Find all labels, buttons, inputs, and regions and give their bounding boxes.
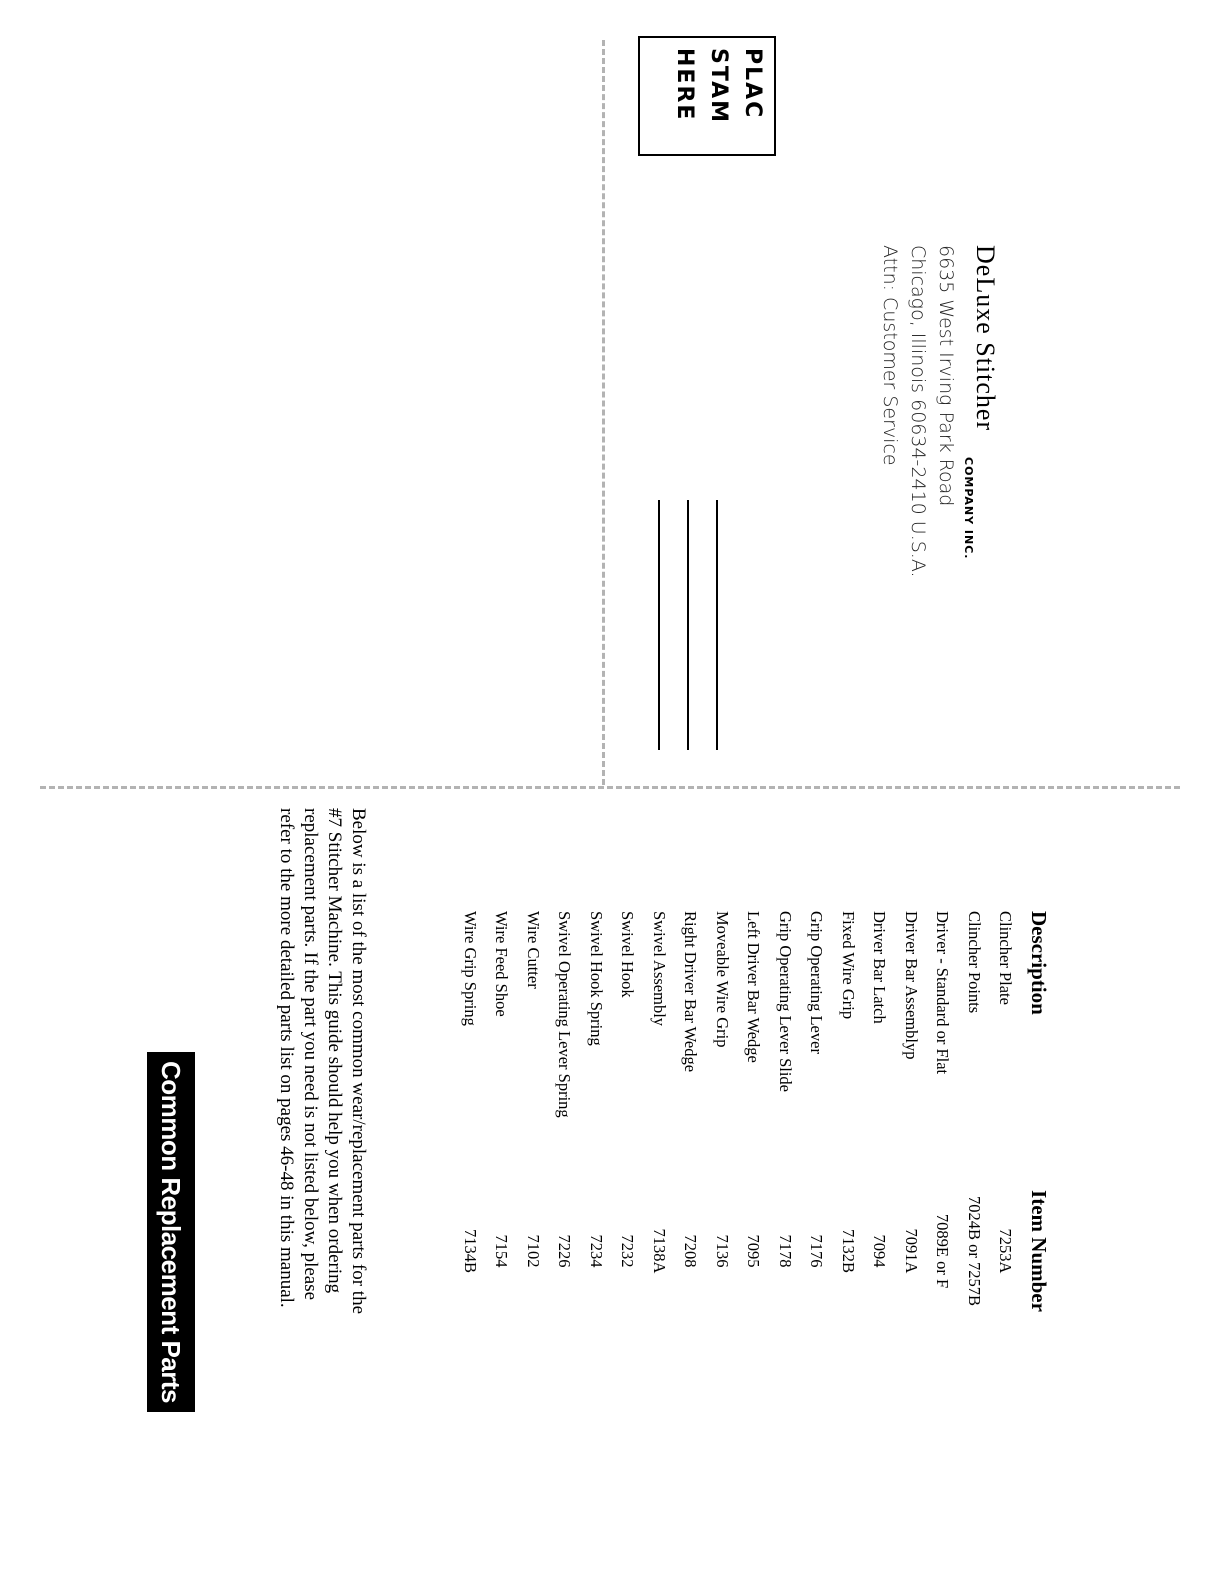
table-row [832, 911, 864, 1341]
fold-line-horizontal [40, 786, 1180, 789]
part-item-number: 7136 [712, 1234, 732, 1268]
part-item-number: 7232 [618, 1234, 638, 1268]
part-description: Swivel Operating Lever Spring [555, 911, 575, 1118]
table-row [895, 911, 927, 1341]
table-row [958, 911, 990, 1341]
return-address [870, 245, 1000, 605]
stamp-line: HERE [672, 48, 697, 122]
stamp-line: STAM [706, 48, 731, 125]
stamp-box [638, 36, 776, 156]
part-description: Wire Cutter [523, 911, 543, 989]
part-description: Swivel Hook Spring [586, 911, 606, 1046]
section-header [147, 1052, 195, 1412]
parts-table [447, 911, 1057, 1341]
part-item-number: 7253A [996, 1228, 1016, 1274]
part-description: Moveable Wire Grip [712, 911, 732, 1048]
column-header-description: Description [1027, 911, 1052, 1015]
part-item-number: 7094 [870, 1234, 890, 1268]
table-row [517, 911, 549, 1341]
part-item-number: 7095 [744, 1234, 764, 1268]
part-item-number: 7134B [460, 1228, 480, 1273]
part-item-number: 7024B or 7257B [964, 1195, 984, 1306]
table-row [706, 911, 738, 1341]
fold-line-vertical [602, 40, 605, 785]
part-description: Grip Operating Lever [807, 911, 827, 1054]
address-street: 6635 West Irving Park Road [935, 245, 957, 507]
part-item-number: 7226 [555, 1234, 575, 1268]
part-item-number: 7154 [492, 1234, 512, 1268]
part-description: Driver Bar Assemblyp [901, 911, 921, 1060]
part-description: Driver - Standard or Flat [933, 911, 953, 1075]
part-description: Swivel Hook [618, 911, 638, 998]
table-row [769, 911, 801, 1341]
page-title: Common Replacement Parts [156, 1061, 187, 1403]
part-item-number: 7176 [807, 1234, 827, 1268]
table-body [454, 911, 1021, 1341]
address-line [658, 500, 660, 750]
part-item-number: 7208 [681, 1234, 701, 1268]
part-item-number: 7102 [523, 1234, 543, 1268]
company-suffix: COMPANY INC. [962, 457, 975, 560]
table-row [801, 911, 833, 1341]
part-description: Clincher Plate [996, 911, 1016, 1005]
part-description: Wire Grip Spring [460, 911, 480, 1026]
table-row [549, 911, 581, 1341]
part-description: Clincher Points [964, 911, 984, 1014]
table-row [486, 911, 518, 1341]
part-description: Grip Operating Lever Slide [775, 911, 795, 1092]
part-item-number: 7132B [838, 1228, 858, 1273]
intro-line: #7 Stitcher Machine. This guide should help you when ordering [324, 808, 345, 1294]
intro-line: replacement parts. If the part you need is not listed below, please [300, 808, 321, 1301]
address-line [687, 500, 689, 750]
part-description: Wire Feed Shoe [492, 911, 512, 1017]
part-item-number: 7091A [901, 1228, 921, 1274]
address-line [716, 500, 718, 750]
stamp-text [651, 48, 769, 148]
part-item-number: 7138A [649, 1228, 669, 1274]
table-row [675, 911, 707, 1341]
table-row [990, 911, 1022, 1341]
part-description: Right Driver Bar Wedge [681, 911, 701, 1073]
intro-line: refer to the more detailed parts list on pages 46-48 in this manual. [276, 808, 297, 1308]
table-row [580, 911, 612, 1341]
part-item-number: 7234 [586, 1234, 606, 1268]
table-row [927, 911, 959, 1341]
table-row [738, 911, 770, 1341]
table-row [864, 911, 896, 1341]
table-row [612, 911, 644, 1341]
address-city: Chicago, Illinois 60634-2410 U.S.A. [907, 245, 929, 578]
part-description: Fixed Wire Grip [838, 911, 858, 1020]
address-attention: Attn: Customer Service [879, 245, 901, 466]
part-description: Left Driver Bar Wedge [744, 911, 764, 1063]
part-item-number: 7178 [775, 1234, 795, 1268]
company-name: DeLuxe Stitcher [971, 245, 1000, 432]
company-logo [960, 245, 1000, 605]
intro-paragraph [274, 808, 370, 1428]
part-description: Driver Bar Latch [870, 911, 890, 1024]
part-item-number: 7089E or F [933, 1213, 953, 1289]
table-row [454, 911, 486, 1341]
recipient-address-lines [654, 500, 718, 750]
table-header [1021, 911, 1057, 1341]
intro-line: Below is a list of the most common wear/replacement parts for the [348, 808, 369, 1314]
part-description: Swivel Assembly [649, 911, 669, 1027]
stamp-line: PLAC [740, 48, 765, 120]
column-header-item-number: Item Number [1027, 1190, 1052, 1312]
table-row [643, 911, 675, 1341]
